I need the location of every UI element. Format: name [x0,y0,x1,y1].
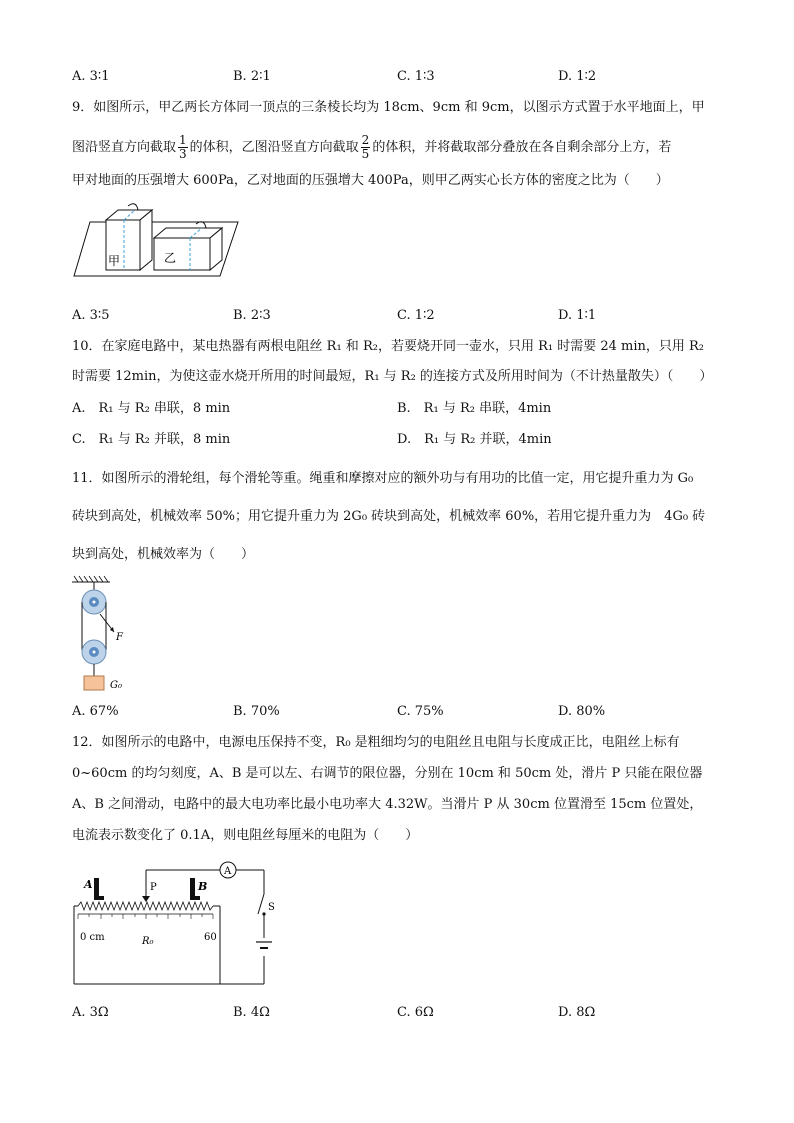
q12-option-a: A. 3Ω [72,1005,109,1020]
q11-label-weight: G₀ [110,680,122,691]
q12-line-4: 电流表示数变化了 0.1A，则电阻丝每厘米的电阻为（ ） [72,828,419,843]
q12-label-limiter-b: B [198,880,208,893]
q8-option-d: D. 1∶2 [558,69,597,84]
q9-boxes-figure [72,200,242,290]
q10-option-a: A. R₁ 与 R₂ 串联，8 min [72,401,231,416]
q12-label-switch: S [268,902,275,913]
q11-option-a: A. 67% [72,704,119,719]
q11-option-b: B. 70% [233,704,280,719]
q9-line-2-part-a: 图沿竖直方向截取 [72,140,177,155]
q9-fraction-1 [178,134,188,161]
q12-label-sixty: 60 [204,932,217,943]
q12-line-1: 12．如图所示的电路中，电源电压保持不变，R₀ 是粗细均匀的电阻丝且电阻与长度成正比，电阻丝上标有 [72,735,680,750]
q10-option-c: C. R₁ 与 R₂ 并联，8 min [72,432,231,447]
q9-label-yi: 乙 [164,251,177,265]
q8-option-b: B. 2∶1 [233,69,271,84]
q11-label-force: F [116,632,123,643]
q8-option-a: A. 3∶1 [72,69,110,84]
q11-option-d: D. 80% [558,704,606,719]
q9-fraction-1-numerator: 1 [179,133,187,147]
q12-circuit-figure [70,858,280,988]
q11-line-3: 块到高处，机械效率为（ ） [72,547,255,562]
q9-label-jia: 甲 [108,254,121,268]
q9-fraction-2 [361,134,371,161]
q8-option-c: C. 1∶3 [397,69,435,84]
q9-line-2-part-b: 的体积，乙图沿竖直方向截取 [189,140,359,155]
q11-option-c: C. 75% [397,704,444,719]
q10-line-1: 10．在家庭电路中，某电热器有两根电阻丝 R₁ 和 R₂，若要烧开同一壶水，只用 R₁ 时需要 24 min，只用 R₂ [72,339,704,354]
q10-option-d: D. R₁ 与 R₂ 并联，4min [397,432,552,447]
q9-option-c: C. 1∶2 [397,308,435,323]
q9-fraction-2-numerator: 2 [361,133,370,147]
q12-label-r0: R₀ [142,936,154,947]
q10-line-2: 时需要 12min，为使这壶水烧开所用的时间最短，R₁ 与 R₂ 的连接方式及所用时间为（不计热量散失）（ ） [72,369,713,384]
q11-line-2: 砖块到高处，机械效率 50%；用它提升重力为 2G₀ 砖块到高处，机械效率 60%，若用它提升重力为 4G₀ 砖 [72,509,706,524]
q12-label-zero: 0 cm [80,932,105,943]
q9-option-b: B. 2∶3 [233,308,271,323]
q9-line-2-part-c: 的体积，并将截取部分叠放在各自剩余部分上方，若 [372,140,672,155]
q10-option-b: B. R₁ 与 R₂ 串联，4min [397,401,552,416]
q12-option-b: B. 4Ω [233,1005,270,1020]
q9-fraction-2-denominator: 5 [361,147,370,161]
q12-label-ammeter: A [224,866,232,877]
q12-line-3: A、B 之间滑动，电路中的最大电功率比最小电功率大 4.32W。当滑片 P 从 30cm 位置滑至 15cm 位置处， [72,797,703,812]
q9-fraction-1-denominator: 3 [179,147,187,161]
q12-label-slider: P [150,882,157,893]
q12-line-2: 0~60cm 的均匀刻度，A、B 是可以左、右调节的限位器，分别在 10cm 和 50cm 处，滑片 P 只能在限位器 [72,766,703,781]
q11-line-1: 11．如图所示的滑轮组，每个滑轮等重。绳重和摩擦对应的额外功与有用功的比值一定，用它提升重力为 G₀ [72,471,694,486]
q12-option-c: C. 6Ω [397,1005,434,1020]
q9-option-a: A. 3∶5 [72,308,110,323]
q9-line-1: 9．如图所示，甲乙两长方体同一顶点的三条棱长均为 18cm、9cm 和 9cm，以图示方式置于水平地面上，甲 [72,100,705,115]
q11-pulley-figure [70,574,140,694]
q12-option-d: D. 8Ω [558,1005,596,1020]
q9-line-3: 甲对地面的压强增大 600Pa，乙对地面的压强增大 400Pa，则甲乙两实心长方体的密度之比为（ ） [72,173,669,188]
q9-option-d: D. 1∶1 [558,308,597,323]
q12-label-limiter-a: A [84,878,93,891]
q9-line-2 [72,134,671,161]
